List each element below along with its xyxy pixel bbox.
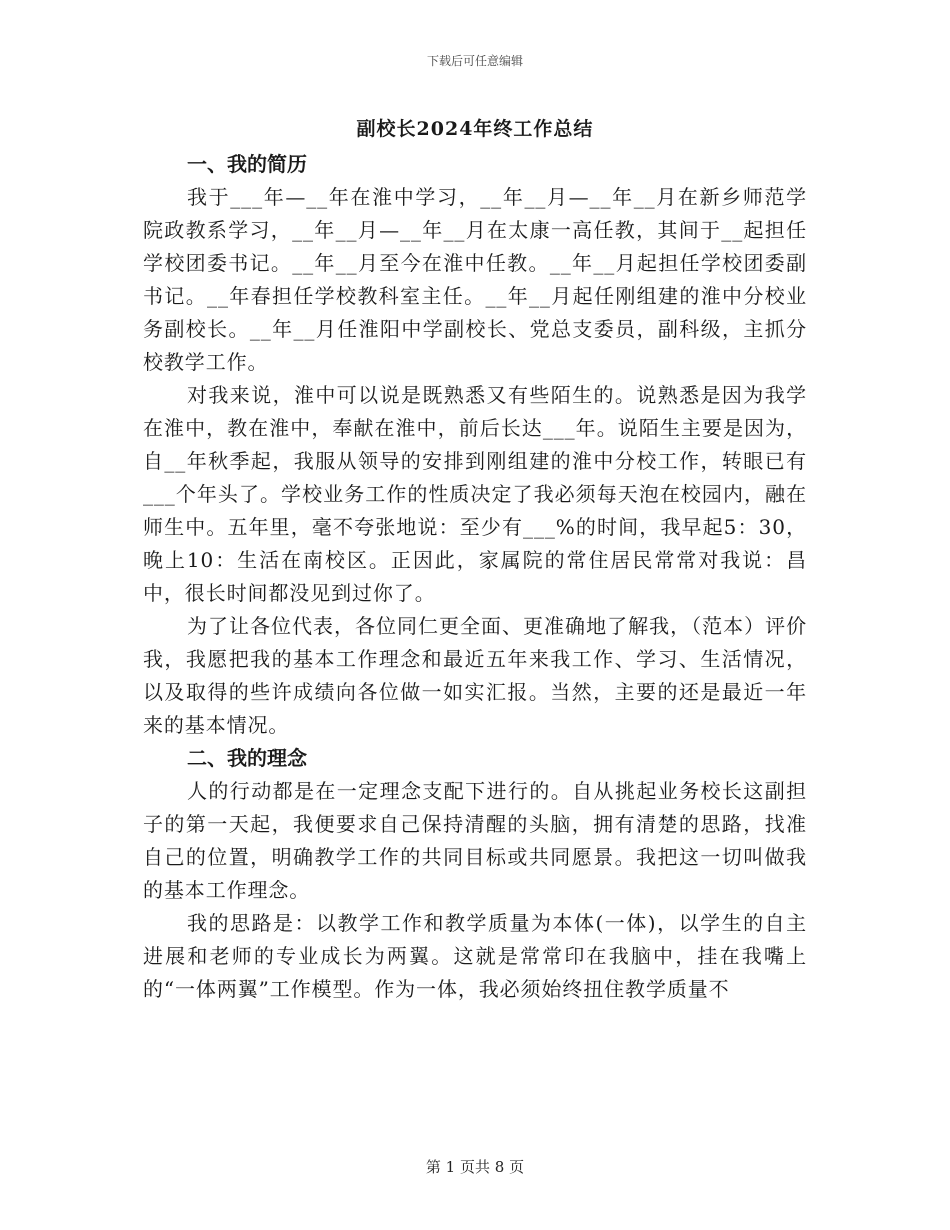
paragraph-resume: 我于___年—__年在淮中学习，__年__月—__年__月在新乡师范学院政教系学习，__年__月—__年__月在太康一高任教，其间于__起担任学校团委书记。__年__月至今在淮中任教。__年__月起担任学校团委副书记。__年春担任学校教科室主任。__年__月起任刚组建的淮中分校业务副校长。__年__月任淮阳中学副校长、党总支委员，副科级，主抓分校教学工作。 (143, 185, 807, 374)
paragraph-familiarity: 对我来说，淮中可以说是既熟悉又有些陌生的。说熟悉是因为我学在淮中，教在淮中，奉献在淮中，前后长达___年。说陌生主要是因为，自__年秋季起，我服从领导的安排到刚组建的淮中分校工作，转眼已有___个年头了。学校业务工作的性质决定了我必须每天泡在校园内，融在师生中。五年里，毫不夸张地说：至少有___%的时间，我早起5：30，晚上10：生活在南校区。正因此，家属院的常住居民常常对我说：昌中，很长时间都没见到过你了。 (143, 383, 807, 605)
header-note: 下载后可任意编辑 (426, 54, 523, 68)
section-heading-philosophy: 二、我的理念 (187, 746, 307, 770)
page-footer: 第 1 页共 8 页 (425, 1158, 525, 1176)
section-heading-resume: 一、我的简历 (187, 152, 307, 176)
paragraph-approach: 我的思路是：以教学工作和教学质量为本体(一体)，以学生的自主进展和老师的专业成长为两翼。这就是常常印在我脑中，挂在我嘴上的“一体两翼”工作模型。作为一体，我必须始终扭住教学质量不 (143, 911, 807, 1001)
document-body (143, 148, 807, 1006)
paragraph-report-intro: 为了让各位代表，各位同仁更全面、更准确地了解我，（范本）评价我，我愿把我的基本工作理念和最近五年来我工作、学习、生活情况，以及取得的些许成绩向各位做一如实汇报。当然，主要的还是最近一年来的基本情况。 (143, 614, 807, 737)
document-title: 副校长2024年终工作总结 (356, 118, 594, 140)
paragraph-philosophy: 人的行动都是在一定理念支配下进行的。自从挑起业务校长这副担子的第一天起，我便要求自己保持清醒的头脑，拥有清楚的思路，找准自己的位置，明确教学工作的共同目标或共同愿景。我把这一切叫做我的基本工作理念。 (143, 779, 807, 902)
